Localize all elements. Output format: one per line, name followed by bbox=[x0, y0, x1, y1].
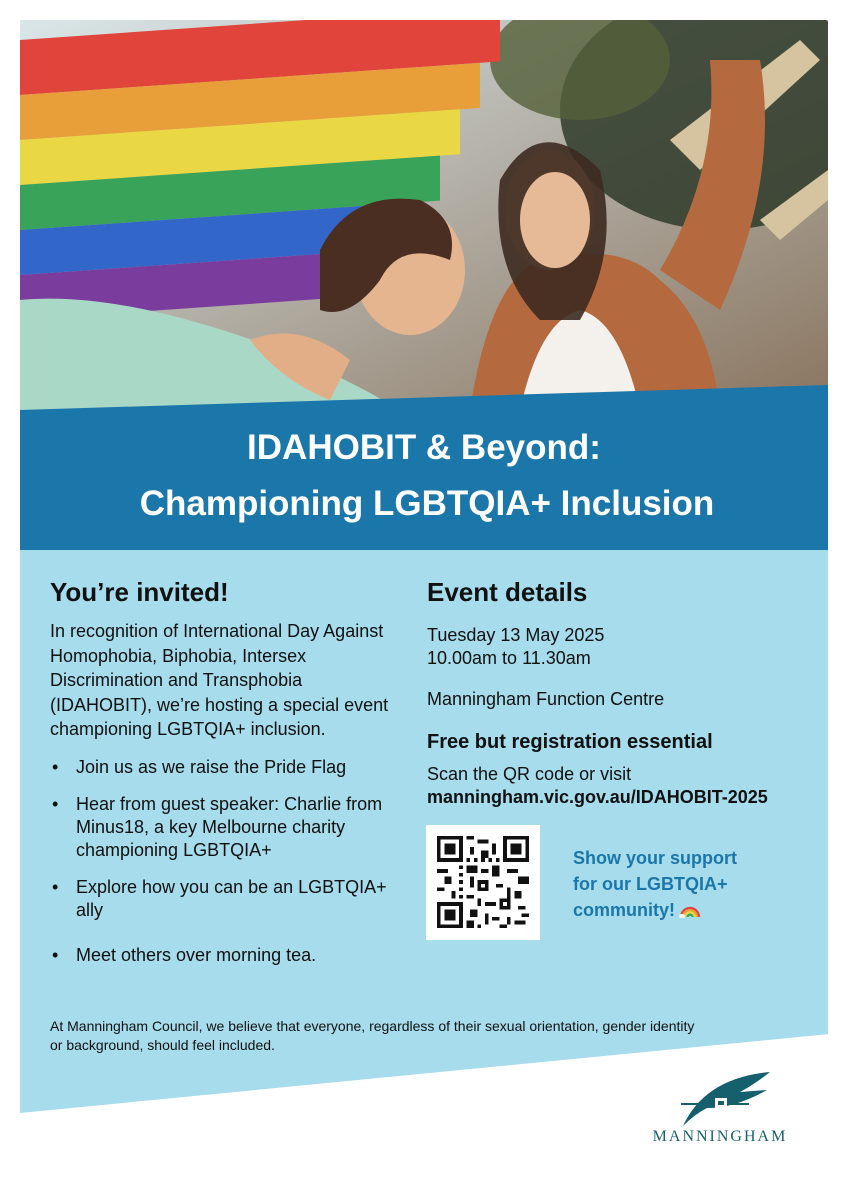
support-line-1: Show your support bbox=[573, 848, 737, 868]
support-line-2: for our LGBTQIA+ bbox=[573, 874, 728, 894]
list-item bbox=[50, 793, 390, 862]
rainbow-icon bbox=[679, 899, 701, 926]
bullet-dot-icon: • bbox=[52, 793, 59, 814]
registration-note: Free but registration essential bbox=[427, 731, 713, 753]
bullet-dot-icon: • bbox=[52, 756, 59, 777]
support-message bbox=[573, 845, 813, 926]
bullet-text: Meet others over morning tea. bbox=[76, 944, 317, 965]
list-item bbox=[50, 944, 390, 967]
event-details-section bbox=[427, 575, 827, 809]
event-heading: Event details bbox=[427, 577, 588, 607]
bullet-text: Explore how you can be an LGBTQIA+ ally bbox=[76, 876, 387, 920]
invite-bullets bbox=[50, 756, 390, 967]
hero-photo bbox=[20, 20, 828, 410]
logo-wordmark: MANNINGHAM bbox=[652, 1128, 788, 1145]
event-venue: Manningham Function Centre bbox=[427, 689, 665, 709]
support-line-3-wrap bbox=[573, 897, 813, 926]
event-date: Tuesday 13 May 2025 bbox=[427, 625, 605, 645]
bullet-dot-icon: • bbox=[52, 944, 59, 965]
event-time: 10.00am to 11.30am bbox=[427, 648, 591, 668]
bullet-text: Hear from guest speaker: Charlie from Minus18, a key Melbourne charity championing LGBTQIA+ bbox=[76, 793, 383, 860]
scan-instruction: Scan the QR code or visit bbox=[427, 764, 632, 784]
inclusion-statement: At Manningham Council, we believe that everyone, regardless of their sexual orientation, gender identity or background, should feel included. bbox=[50, 1018, 695, 1053]
qr-code-icon[interactable] bbox=[426, 825, 540, 940]
list-item bbox=[50, 876, 390, 922]
support-line-3: community! bbox=[573, 900, 676, 920]
invite-section bbox=[50, 575, 390, 981]
list-item bbox=[50, 756, 390, 779]
bullet-text: Join us as we raise the Pride Flag bbox=[76, 756, 347, 777]
bullet-dot-icon: • bbox=[52, 876, 59, 897]
title-line-2: Championing LGBTQIA+ Inclusion bbox=[139, 484, 715, 523]
registration-link[interactable]: manningham.vic.gov.au/IDAHOBIT-2025 bbox=[427, 787, 768, 807]
title-line-1: IDAHOBIT & Beyond: bbox=[247, 428, 601, 467]
page-title bbox=[20, 420, 828, 532]
invite-intro: In recognition of International Day Against Homophobia, Biphobia, Intersex Discrimination and Transphobia (IDAHOBIT), we’re hosting a special event championing LGBTQIA+ inclusion. bbox=[50, 621, 389, 739]
invite-heading: You’re invited! bbox=[50, 577, 229, 607]
